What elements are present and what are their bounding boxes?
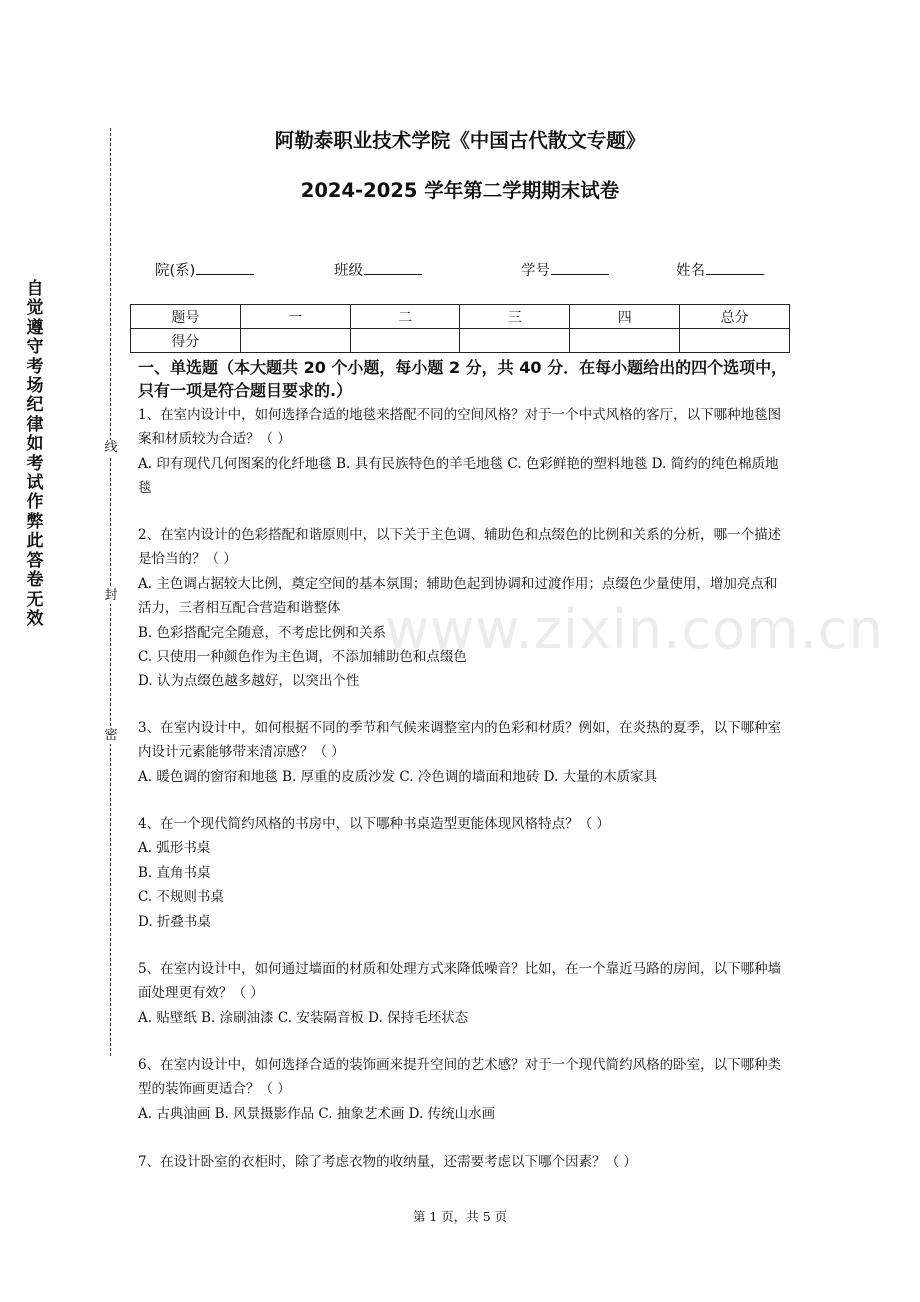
question-5	[138, 957, 788, 1030]
question-option-c: C. 只使用一种颜色作为主色调，不添加辅助色和点缀色	[138, 649, 467, 666]
score-cell[interactable]	[460, 329, 570, 353]
name-field[interactable]	[676, 259, 764, 280]
question-1	[138, 403, 788, 501]
score-table-score-row	[131, 329, 790, 353]
exam-subtitle: 2024-2025 学年第二学期期末试卷	[300, 179, 620, 202]
question-option-d: D. 认为点缀色越多越好，以突出个性	[138, 673, 360, 690]
question-options: A. 贴壁纸 B. 涂刷油漆 C. 安装隔音板 D. 保持毛坯状态	[138, 1009, 469, 1026]
question-4	[138, 812, 788, 934]
score-table-header-row	[131, 305, 790, 329]
score-table	[130, 304, 790, 353]
exam-discipline-notice: 自觉遵守考场纪律如考试作弊此答卷无效	[26, 279, 44, 629]
department-blank[interactable]	[196, 260, 254, 275]
student-id-blank[interactable]	[551, 260, 609, 275]
question-3	[138, 716, 788, 789]
score-cell[interactable]	[350, 329, 460, 353]
binding-mark-seal: 封	[104, 588, 118, 603]
class-blank[interactable]	[364, 260, 422, 275]
score-header-cell: 三	[460, 305, 570, 329]
question-stem: 3、在室内设计中，如何根据不同的季节和气候来调整室内的色彩和材质？例如，在炎热的夏季，以下哪种室内设计元素能够带来清凉感？（ ）	[138, 720, 782, 761]
name-label: 姓名	[676, 263, 705, 279]
department-field[interactable]	[155, 259, 254, 280]
question-stem: 6、在室内设计中，如何选择合适的装饰画来提升空间的艺术感？对于一个现代简约风格的卧室，以下哪种类型的装饰画更适合？（ ）	[138, 1057, 782, 1098]
site-watermark: www.zixin.com.cn	[385, 598, 884, 661]
score-cell[interactable]	[680, 329, 790, 353]
page-footer: 第 1 页，共 5 页	[412, 1209, 508, 1224]
student-id-label: 学号	[521, 263, 550, 279]
student-id-field[interactable]	[521, 259, 609, 280]
name-blank[interactable]	[706, 260, 764, 275]
question-option-a: A. 主色调占据较大比例，奠定空间的基本氛围；辅助色起到协调和过渡作用；点缀色少量使用，增加亮点和活力，三者相互配合营造和谐整体	[138, 575, 778, 617]
question-7	[138, 1150, 788, 1174]
class-field[interactable]	[334, 259, 422, 280]
score-header-cell: 四	[570, 305, 680, 329]
question-option-c: C. 不规则书桌	[138, 889, 224, 906]
score-cell[interactable]	[240, 329, 350, 353]
question-6	[138, 1053, 788, 1126]
score-header-cell: 题号	[131, 305, 241, 329]
question-options: A. 印有现代几何图案的化纤地毯 B. 具有民族特色的羊毛地毯 C. 色彩鲜艳的塑料地毯 D. 简约的纯色棉质地毯	[138, 455, 779, 497]
question-stem: 2、在室内设计的色彩搭配和谐原则中，以下关于主色调、辅助色和点缀色的比例和关系的分析，哪一个描述是恰当的？（ ）	[138, 527, 782, 568]
question-option-b: B. 直角书桌	[138, 864, 211, 881]
question-option-d: D. 折叠书桌	[138, 913, 211, 930]
question-stem: 5、在室内设计中，如何通过墙面的材质和处理方式来降低噪音？比如，在一个靠近马路的房间，以下哪种墙面处理更有效？（ ）	[138, 961, 782, 1002]
score-header-cell: 二	[350, 305, 460, 329]
question-stem: 1、在室内设计中，如何选择合适的地毯来搭配不同的空间风格？对于一个中式风格的客厅，以下哪种地毯图案和材质较为合适？（ ）	[138, 407, 782, 448]
question-stem: 4、在一个现代简约风格的书房中，以下哪种书桌造型更能体现风格特点？（ ）	[138, 816, 610, 832]
score-cell[interactable]	[570, 329, 680, 353]
question-options: A. 暖色调的窗帘和地毯 B. 厚重的皮质沙发 C. 冷色调的墙面和地砖 D. 大量的木质家具	[138, 768, 658, 785]
class-label: 班级	[334, 263, 363, 279]
department-label: 院(系)	[155, 263, 196, 279]
section-one-heading: 一、单选题（本大题共 20 个小题，每小题 2 分，共 40 分．在每小题给出的四个选项中，只有一项是符合题目要求的.）	[138, 358, 788, 400]
question-option-b: B. 色彩搭配完全随意，不考虑比例和关系	[138, 624, 387, 641]
binding-mark-line: 线	[104, 440, 118, 455]
question-option-a: A. 弧形书桌	[138, 840, 211, 857]
exam-title: 阿勒泰职业技术学院《中国古代散文专题》	[274, 129, 646, 152]
question-options: A. 古典油画 B. 风景摄影作品 C. 抽象艺术画 D. 传统山水画	[138, 1105, 496, 1122]
score-row-label: 得分	[131, 329, 241, 353]
question-stem: 7、在设计卧室的衣柜时，除了考虑衣物的收纳量，还需要考虑以下哪个因素？（ ）	[138, 1154, 637, 1170]
binding-mark-secret: 密	[104, 728, 118, 743]
score-header-cell: 一	[240, 305, 350, 329]
score-header-cell: 总分	[680, 305, 790, 329]
